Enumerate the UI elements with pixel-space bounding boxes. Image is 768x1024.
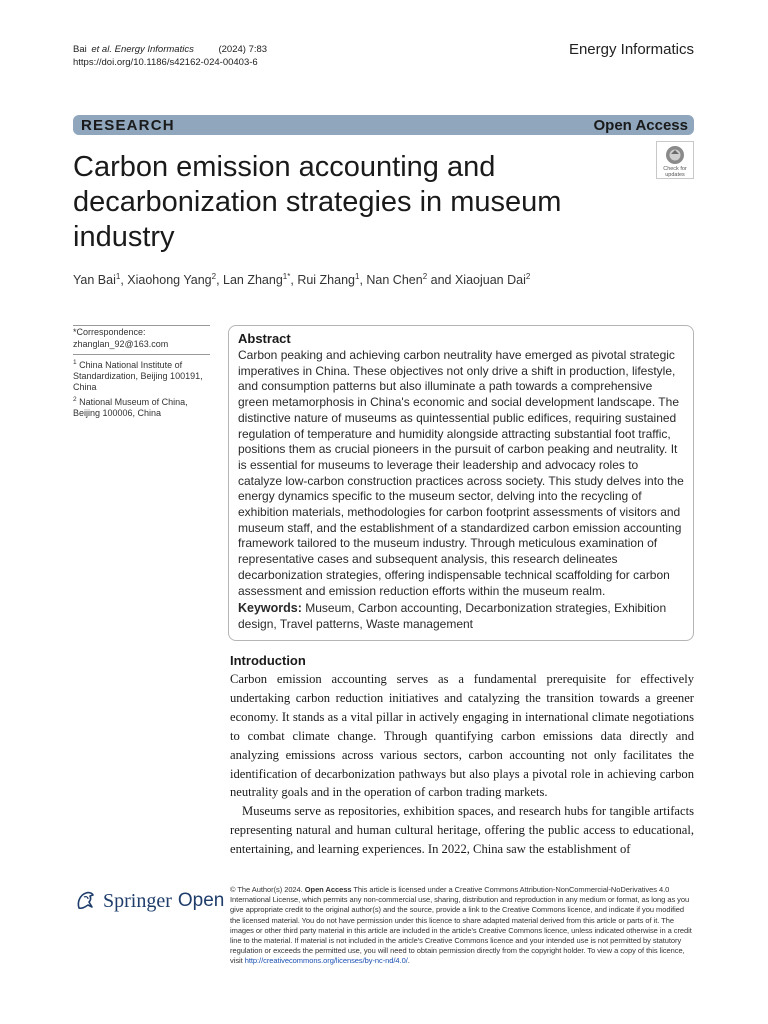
introduction-body [230, 670, 694, 859]
article-type-banner [73, 115, 694, 135]
author-affiliation-marker: 2 [422, 272, 428, 281]
correspondence-label: *Correspondence: [73, 327, 146, 337]
author-affiliation-marker: 1 [355, 272, 360, 281]
keywords-list: Museum, Carbon accounting, Decarbonization strategies, Exhibition design, Travel patterns, Waste management [238, 601, 667, 631]
keywords-label: Keywords: [238, 601, 302, 616]
intro-paragraph-1: Carbon emission accounting serves as a fundamental prerequisite for effectively undertaking carbon reduction initiatives and catalyzing the transition towards a greener economy. It stands as a vital pillar in actively engaging in international climate negotiations to combat climate change. Through quantifying carbon emissions data directly and analyzing emissions across various sectors, carbon accounting not only facilitates the identification of decarbonization pathways but also plays a pivotal role in achieving carbon neutrality goals and in the operation of carbon trading markets. [230, 672, 694, 800]
affiliation-item: $^1$ China National Institute of Standardization, Beijing 100191, China [73, 359, 203, 393]
citation-block [73, 43, 269, 69]
citation-line [73, 43, 269, 56]
citation-journal: Energy Informatics [111, 44, 194, 55]
check-badge-line2: updates [665, 172, 685, 178]
license-link[interactable]: http://creativecommons.org/licenses/by-nc-nd/4.0/ [244, 956, 408, 966]
citation-authors: Bai [73, 44, 90, 55]
abstract-box [228, 325, 694, 641]
correspondence-email[interactable]: zhanglan_92@163.com [73, 338, 169, 349]
springer-open-word: Open [177, 890, 225, 911]
author-name[interactable]: Rui Zhang [297, 273, 355, 288]
author-affiliation-marker: 1 [115, 272, 121, 281]
springer-word: Springer [103, 889, 172, 912]
article-type-label: RESEARCH [81, 116, 175, 134]
intro-paragraph-2: Museums serve as repositories, exhibition spaces, and research hubs for tangible artifacts representing natural and human cultural heritage, offering the public access to educational, entertaining, and learning experiences. In 2022, China saw the establishment of [230, 804, 694, 857]
citation-year: (2024) 7:83 [218, 44, 268, 55]
author-name[interactable]: Nan Chen [366, 273, 423, 288]
springer-open-logo [73, 888, 224, 914]
citation-etal: et al. [91, 44, 112, 55]
keywords [238, 601, 684, 632]
license-open-access: Open Access [304, 885, 352, 894]
affiliations-block [73, 354, 210, 419]
author-list: Yan Bai$^1$, Xiaohong Yang$^2$, Lan Zhang$^{1*}$, Rui Zhang$^1$, Nan Chen$^2$ and Xiaojuan Dai$^2$ [73, 272, 531, 288]
doi-link[interactable]: https://doi.org/10.1186/s42162-024-00403-6 [73, 57, 258, 68]
author-affiliation-marker: 1* [282, 272, 291, 281]
author-name[interactable]: Xiaohong Yang [127, 273, 212, 288]
author-affiliation-marker: 2 [211, 272, 217, 281]
article-title: Carbon emission accounting and decarbonization strategies in museum industry [73, 151, 562, 253]
affiliation-item: $^2$ National Museum of China, Beijing 100006, China [73, 395, 188, 418]
correspondence-block [73, 325, 210, 350]
abstract-text: Carbon peaking and achieving carbon neutrality have emerged as pivotal strategic imperatives in China. These objectives not only drive a shift in production, lifestyle, and consumption patterns but also illuminate a path towards a comprehensive green metamorphosis in China's economic and social development landscape. The distinctive nature of museums as quintessential public edifices, requiring sustained regulation of temperature and humidity alongside attracting substantial foot traffic, positions them as crucial pioneers in the pursuit of carbon peaking and neutrality. It is essential for museums to leverage their leadership and advocacy roles to catalyze low-carbon construction practices across society. This study delves into the energy dynamics specific to the museum sector, delving into the recycling of exhibition materials, methodologies for carbon footprint assessments of visitors and museum staff, and the establishment of a standardized carbon emission accounting framework tailored to the museum industry. Through meticulous examination of representative cases and subsequent analysis, this research delineates decarbonization strategies, offering indispensable technical scaffolding for carbon assessment and emission reduction efforts within the museum realm. [238, 348, 684, 598]
check-for-updates-icon[interactable] [656, 141, 694, 179]
check-badge-line1: Check for [663, 166, 687, 172]
springer-horse-icon [73, 888, 99, 914]
introduction-heading: Introduction [230, 653, 306, 668]
author-affiliation-marker: 2 [525, 272, 531, 281]
license-text: © The Author(s) 2024. Open Access This article is licensed under a Creative Commons Attribution-NonCommercial-NoDerivatives 4.0 International License, which permits any non-commercial use, sharing, distribution and reproduction in any medium or format, as long as you give appropriate credit to the original author(s) and the source, provide a link to the Creative Commons licence, and indicate if you modified the licensed material. You do not have permission under this licence to share adapted material derived from this article or parts of it. The images or other third party material in this article are included in the article's Creative Commons licence, unless indicated otherwise in a credit line to the material. If material is not included in the article's Creative Commons licence and your intended use is not permitted by statutory regulation or exceeds the permitted use, you will need to obtain permission directly from the copyright holder. To view a copy of this licence, visit http://creativecommons.org/licenses/by-nc-nd/4.0/. [230, 885, 692, 966]
open-access-label: Open Access [593, 116, 688, 134]
abstract-heading: Abstract [238, 331, 291, 346]
journal-name: Energy Informatics [568, 41, 694, 58]
author-name[interactable]: Lan Zhang [223, 273, 283, 288]
author-name[interactable]: Xiaojuan Dai [454, 273, 526, 288]
author-name[interactable]: Yan Bai [73, 273, 116, 288]
